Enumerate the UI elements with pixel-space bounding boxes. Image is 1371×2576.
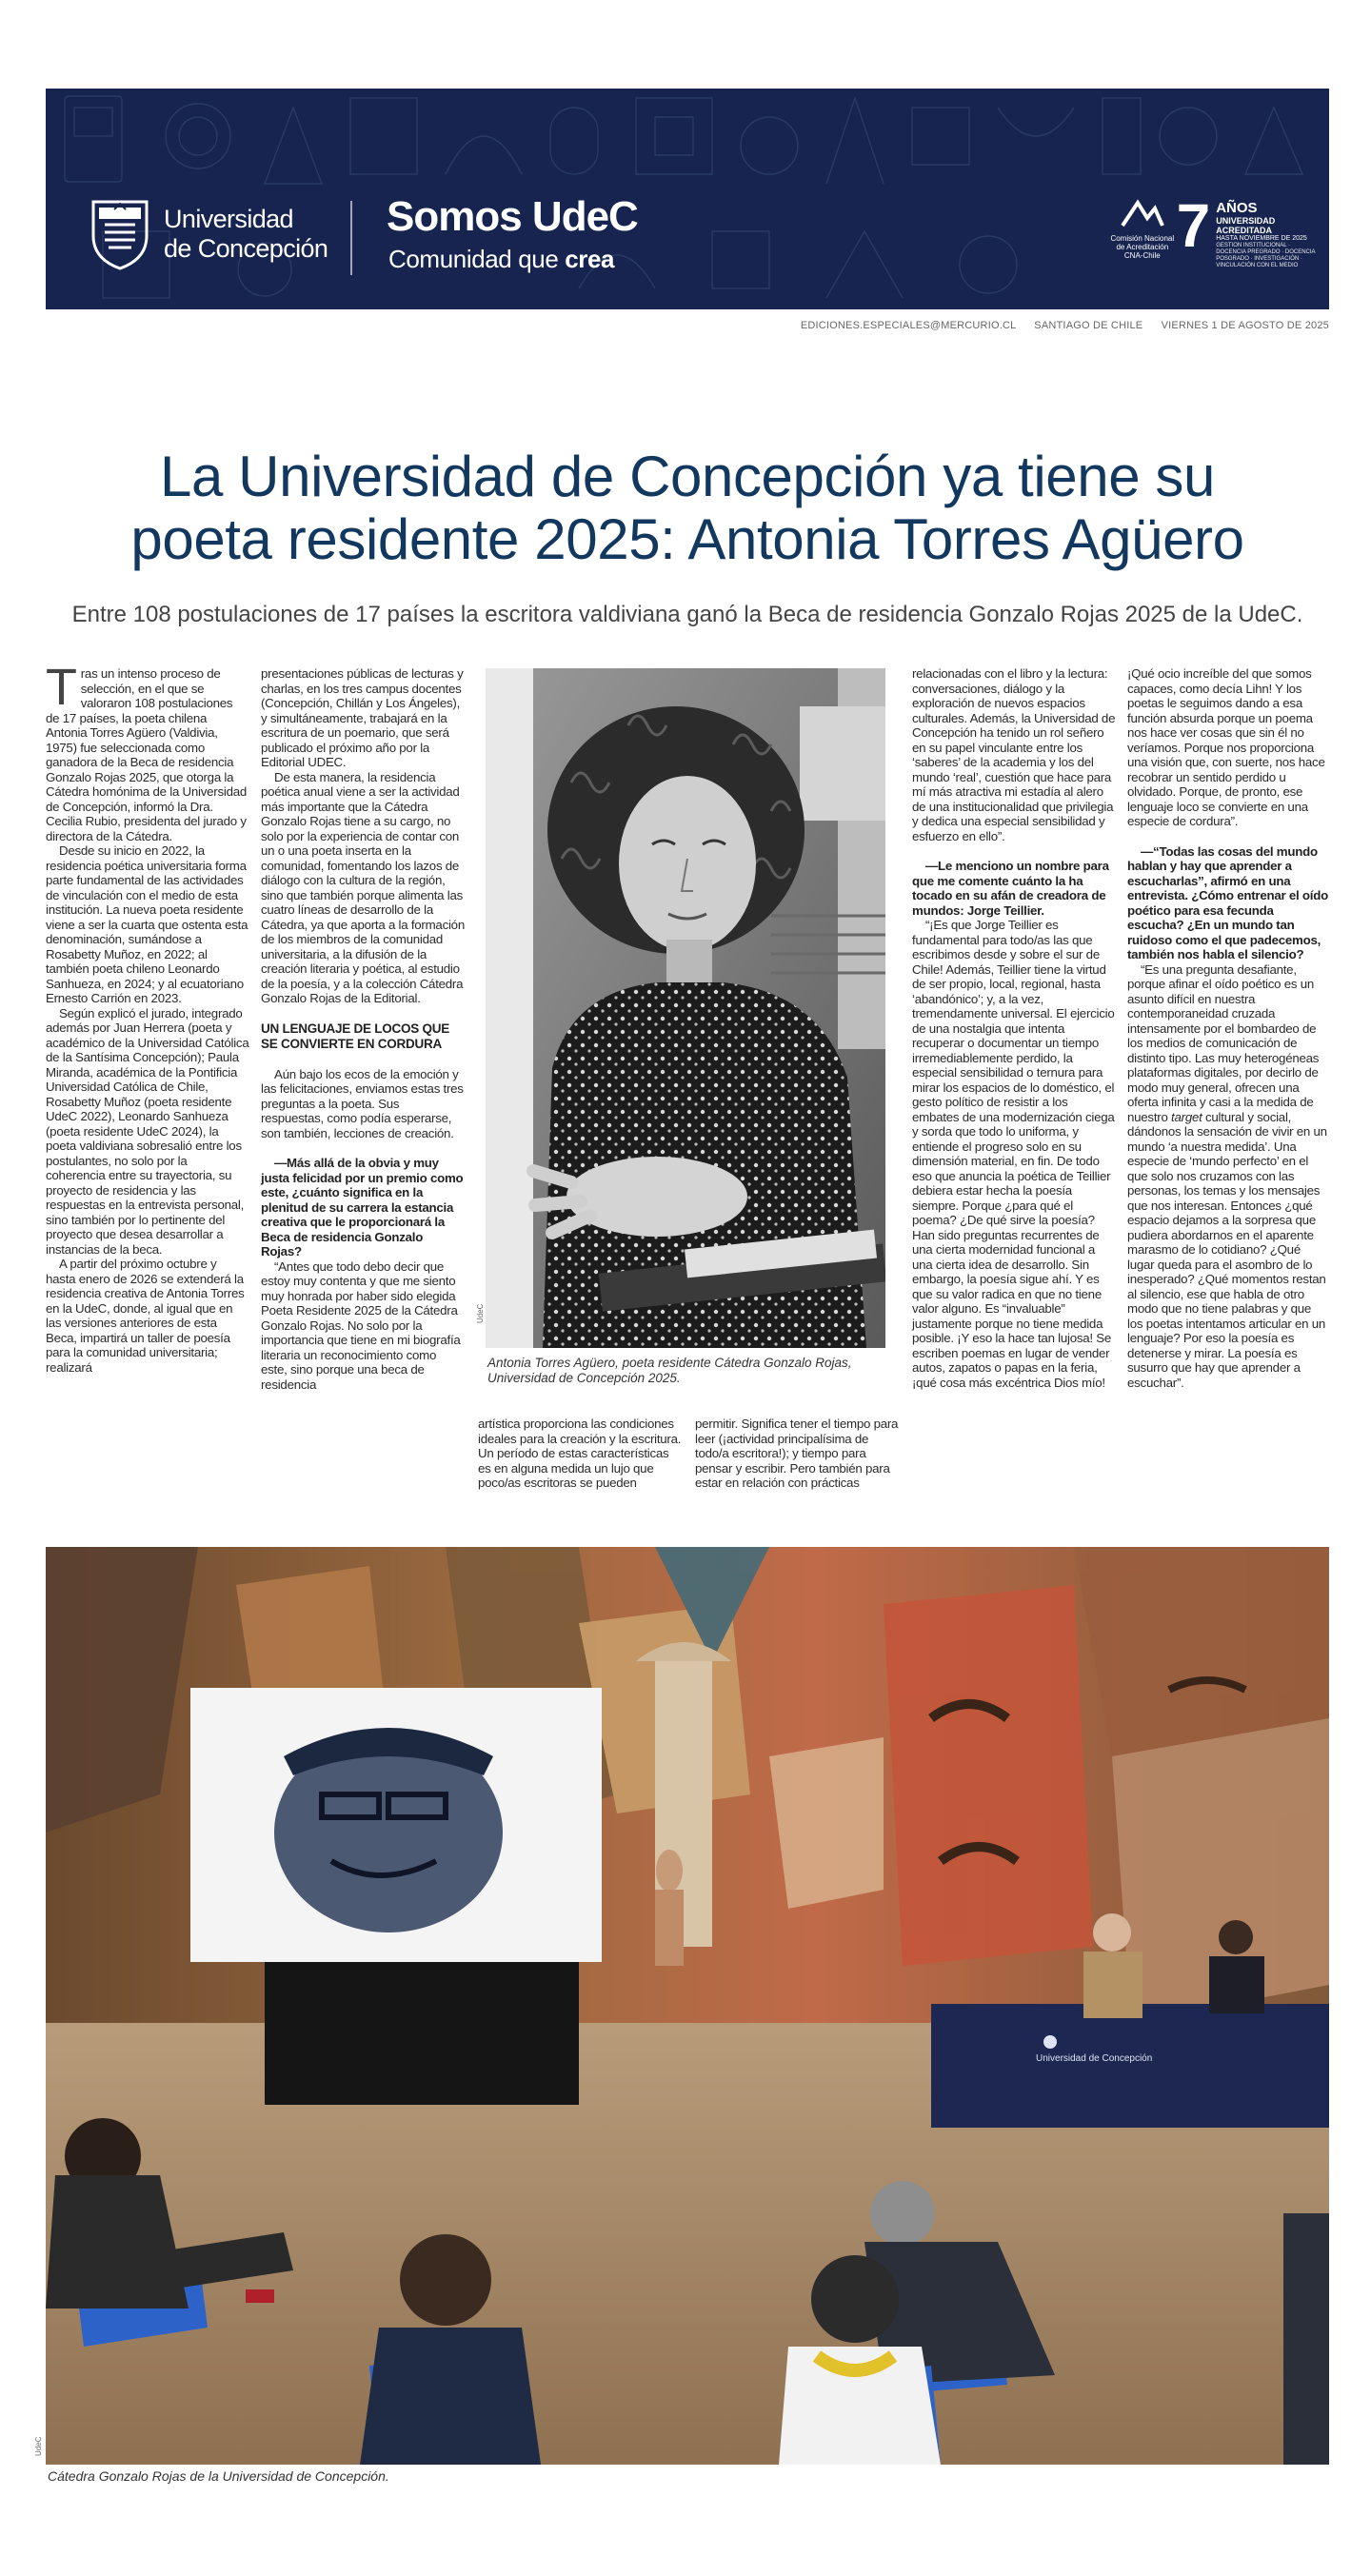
col5-paragraph-1: ¡Qué ocio increíble del que somos capaces, como decía Lihn! Y los poetas le seguimos dando a esa función absurda porque un poema nos hace ver cosas que sin él no veríamos. Porque nos proporciona una visión que, con suerte, nos hace recobrar un sentido perdido u olvidado. Porque, de pronto, ese lenguaje loco se convierte en una especie de cordura”. — [1127, 666, 1325, 828]
subheadline: Entre 108 postulaciones de 17 países la escritora valdiviana ganó la Beca de residencia Gonzalo Rojas 2025 de la UdeC. — [71, 602, 1303, 627]
cna-logo-icon — [1119, 197, 1166, 229]
col1-paragraph-4: A partir del próximo octubre y hasta enero de 2026 se extenderá la residencia creativa de Antonia Torres en la UdeC, donde, al igual que en las versiones anteriores de esta Beca, impartirá un taller de poesía para la comunidad universitaria; realizará — [46, 1257, 245, 1375]
brand-name-line2: de Concepción — [164, 234, 328, 263]
col5-paragraph-2 — [1127, 962, 1329, 1391]
photo-caption-1: Antonia Torres Agüero, poeta residente Cátedra Gonzalo Rojas, Universidad de Concepción 2025. — [487, 1356, 852, 1385]
tablecloth-text: Universidad de Concepción — [1036, 2053, 1153, 2064]
col5-p2-em: target — [1171, 1109, 1202, 1124]
photo-caption-2: Cátedra Gonzalo Rojas de la Universidad de Concepción. — [48, 2468, 389, 2484]
article-column-3b — [695, 1417, 899, 1491]
brand-name-line1: Universidad — [164, 205, 293, 233]
dateline-email[interactable]: EDICIONES.ESPECIALES@MERCURIO.CL — [800, 320, 1017, 331]
dateline-date: VIERNES 1 DE AGOSTO DE 2025 — [1161, 320, 1329, 331]
university-crest-icon — [89, 198, 150, 270]
photo-credit-2: UdeC — [34, 2436, 43, 2456]
photo-credit-1: UdeC — [476, 1303, 485, 1323]
cna-label-3: CNA-Chile — [1123, 251, 1161, 260]
cna-accreditation — [1110, 191, 1329, 269]
cna-years-number: 7 — [1176, 191, 1211, 260]
drop-cap: T — [46, 659, 77, 716]
article-column-5 — [1127, 666, 1329, 1390]
somos-udec-title: Somos UdeC — [387, 193, 638, 240]
udec-logo — [89, 198, 328, 270]
cna-label-2: de Acreditación — [1116, 243, 1169, 251]
interview-question-2: —Le menciono un nombre para que me comente cuánto la ha tocado en su afán de creadora de mundos: Jorge Teillier. — [912, 859, 1109, 918]
cna-acreditada: UNIVERSIDAD ACREDITADA — [1216, 216, 1276, 235]
poet-portrait-photo — [486, 668, 885, 1348]
headline-line2: poeta residente 2025: Antonia Torres Agüero — [130, 507, 1244, 571]
dateline — [46, 320, 1329, 331]
article-column-2 — [261, 666, 465, 1392]
cna-label-1: Comisión Nacional — [1110, 234, 1175, 243]
col2-paragraph-1: presentaciones públicas de lecturas y charlas, en los tres campus docentes (Concepción, Chillán y Los Ángeles), y simultáneamente, trabajará en la escritura de un poemario, que será publicado el próximo año por la Editorial UDEC. — [261, 666, 464, 769]
header-banner — [46, 89, 1329, 309]
article-column-3a — [478, 1417, 684, 1491]
event-hall-photo — [46, 1547, 1329, 2465]
article-column-1 — [46, 659, 249, 1375]
col5-p2-a: “Es una pregunta desafiante, porque afinar el oído poético es un asunto difícil en nuestra contemporaneidad cruzada intensamente por el bombardeo de los medios de comunicación de distinto tipo. Las muy heterogéneas plataformas digitales, por decirlo de modo muy general, ofrecen una oferta infinita y casi a la medida de nuestro — [1127, 961, 1320, 1124]
col3a-paragraph-1: artística proporciona las condiciones ideales para la creación y la escritura. Un período de estas características es en alguna medida un lujo que poco/as escritoras se pueden — [478, 1417, 682, 1490]
interview-question-1: —Más allá de la obvia y muy justa felicidad por un premio como este, ¿cuánto significa en la plenitud de su carrera la estancia creativa que le proporcionará la Beca de residencia Gonzalo Rojas? — [261, 1156, 464, 1258]
dateline-city: SANTIAGO DE CHILE — [1034, 320, 1143, 331]
col4-paragraph-1: relacionadas con el libro y la lectura: conversaciones, diálogo y la exploración de nuevos espacios culturales. Además, la Universidad de Concepción ha tenido un rol señero en su papel vinculante entre los ‘saberes’ de la academia y los del mundo ‘real’, cuestión que hace para mí más atractiva mi estadía al alero de una institucionalidad que privilegia y dedica una especial sensibilidad y esfuerzo en ello”. — [912, 666, 1116, 843]
col4-paragraph-2: “¡Es que Jorge Teillier es fundamental para todo/as las que escribimos desde y sobre el sur de Chile! Además, Teillier tiene la virtud de ser propio, local, regional, hasta ‘abandónico’; y, a la vez, tremendamente universal. El ejercicio de una nostalgia que intenta recuperar o documentar un tiempo irremediablemente perdido, la especial sensibilidad o ternura para mirar los espacios de lo doméstico, el gesto político de resistir a los embates de una modernización ciega y sorda que todo lo uniforma, y entiende el progreso solo en su dimensión material, en fin. De todo eso que anuncia la poética de Teillier debiera estar hecha la poesía siempre. Porque ¿para qué el poema? ¿De qué sirve la poesía? Han sido preguntas recurrentes de una cierta modernidad funcional a una cierta idea de desarrollo. Sin embargo, la poesía sigue ahí. Y es que su valor radica en que no tiene valor alguno. Es “invaluable” justamente porque no tiene medida posible. ¡Y eso la hace tan lujosa! Se escriben poemas en lugar de vender autos, zapatos o papas en la feria, ¡qué cosa más excéntrica Dios mío! — [912, 918, 1115, 1390]
cna-hasta: HASTA NOVIEMBRE DE 2025 — [1216, 235, 1307, 242]
cna-anos: AÑOS — [1216, 200, 1258, 216]
headline — [46, 446, 1329, 571]
headline-line1: La Universidad de Concepción ya tiene su — [159, 445, 1216, 508]
brand-divider — [350, 201, 352, 275]
col2-paragraph-3: Aún bajo los ecos de la emoción y las felicitaciones, enviamos estas tres preguntas a la poeta. Sus respuestas, como podía esperarse, son también, lecciones de creación. — [261, 1066, 464, 1140]
col3b-paragraph-1: permitir. Significa tener el tiempo para leer (¡actividad principalísima de todo/a escritora!); y tiempo para pensar y escribir. Pero también para estar en relación con prácticas — [695, 1417, 899, 1490]
poet-portrait-illustration — [486, 668, 885, 1348]
col1-paragraph-2: Desde su inicio en 2022, la residencia poética universitaria forma parte fundamental de las actividades de vinculación con el medio de esta institución. La nueva poeta residente viene a ser la cuarta que ostenta esta denominación, sumándose a Rosabetty Muñoz, en 2022; al también poeta chileno Leonardo Sanhueza, en 2024; y al ecuatoriano Ernesto Carrión en 2023. — [46, 843, 248, 1005]
comunidad-prefix: Comunidad que — [388, 245, 566, 273]
cna-areas: GESTIÓN INSTITUCIONAL · DOCENCIA PREGRADO · DOCENCIA POSGRADO · INVESTIGACIÓN · VINCULACIÓN CON EL MEDIO — [1216, 243, 1316, 268]
article-column-4 — [912, 666, 1116, 1390]
interview-question-3: —“Todas las cosas del mundo hablan y hay que aprender a escucharlas”, afirmó en una entrevista. ¿Cómo entrenar el oído poético para esa fecunda escucha? ¿En un mundo tan ruidoso como el que padecemos, también nos habla el silencio? — [1127, 843, 1328, 961]
event-hall-illustration — [46, 1547, 1329, 2465]
comunidad-tagline — [388, 245, 614, 274]
col1-paragraph-3: Según explicó el jurado, integrado además por Juan Herrera (poeta y académico de la Universidad Católica de la Santísima Concepción); Paula Miranda, académica de la Pontificia Universidad Católica de Chile, Rosabetty Muñoz (poeta residente UdeC 2022), Leonardo Sanhueza (poeta residente UdeC 2024), la poeta valdiviana sobresalió entre los postulantes, no solo por la coherencia entre su trayectoria, su proyecto de residencia y las respuestas en la entrevista personal, sino también por lo pertinente del proyecto que desea desarrollar a instancias de la beca. — [46, 1005, 249, 1257]
section-heading: UN LENGUAJE DE LOCOS QUE SE CONVIERTE EN CORDURA — [261, 1020, 450, 1051]
col2-paragraph-2: De esta manera, la residencia poética anual viene a ser la actividad más importante que la Cátedra Gonzalo Rojas tiene a su cargo, no solo por la experiencia de contar con un o una poeta inserta en la comunidad, fomentando los lazos de diálogo con la cultura de la región, sino que también porque alimenta las cuatro líneas de desarrollo de la Cátedra, ya que aporta a la formación de los miembros de la comunidad universitaria, a la difusión de la creación literaria y poética, al estudio de la poesía, y a la colección Cátedra Gonzalo Rojas de la Editorial. — [261, 769, 465, 1005]
col1-paragraph-1 — [46, 659, 249, 843]
comunidad-bold: crea — [565, 245, 615, 273]
col2-paragraph-4: “Antes que todo debo decir que estoy muy contenta y que me siento muy honrada por haber sido elegida Poeta Residente 2025 de la Cátedra Gonzalo Rojas. No solo por la importancia que tiene en mi biografía literaria un reconocimiento como este, sino porque una beca de residencia — [261, 1258, 461, 1392]
col5-p2-b: cultural y social, dándonos la sensación de vivir en un mundo ‘a nuestra medida’. Una especie de ‘mundo perfecto’ en el que solo nos cruzamos con las personas, los temas y los mensajes que nos interesan. Entonces ¿qué espacio dejamos a la sorpresa que pudiera abordarnos en el aparente marasmo de lo cotidiano? ¿Qué lugar queda para el asombro de lo inesperado? ¿Qué momentos restan al silencio, ese que habla de otro modo que no tiene palabras y que los poetas intentamos articular en un lenguaje? Por eso la poesía es detenerse y mirar. La poesía es susurro que hay que aprender a escuchar”. — [1127, 1109, 1327, 1390]
col1-p1-text: ras un intenso proceso de selección, en el que se valoraron 108 postulaciones de 17 países, la poeta chilena Antonia Torres Agüero (Valdivia, 1975) fue seleccionada como ganadora de la Beca de residencia Gonzalo Rojas 2025, que otorga la Cátedra homónima de la Universidad de Concepción, informó la Dra. Cecilia Rubio, presidenta del jurado y directora de la Cátedra. — [46, 666, 248, 843]
